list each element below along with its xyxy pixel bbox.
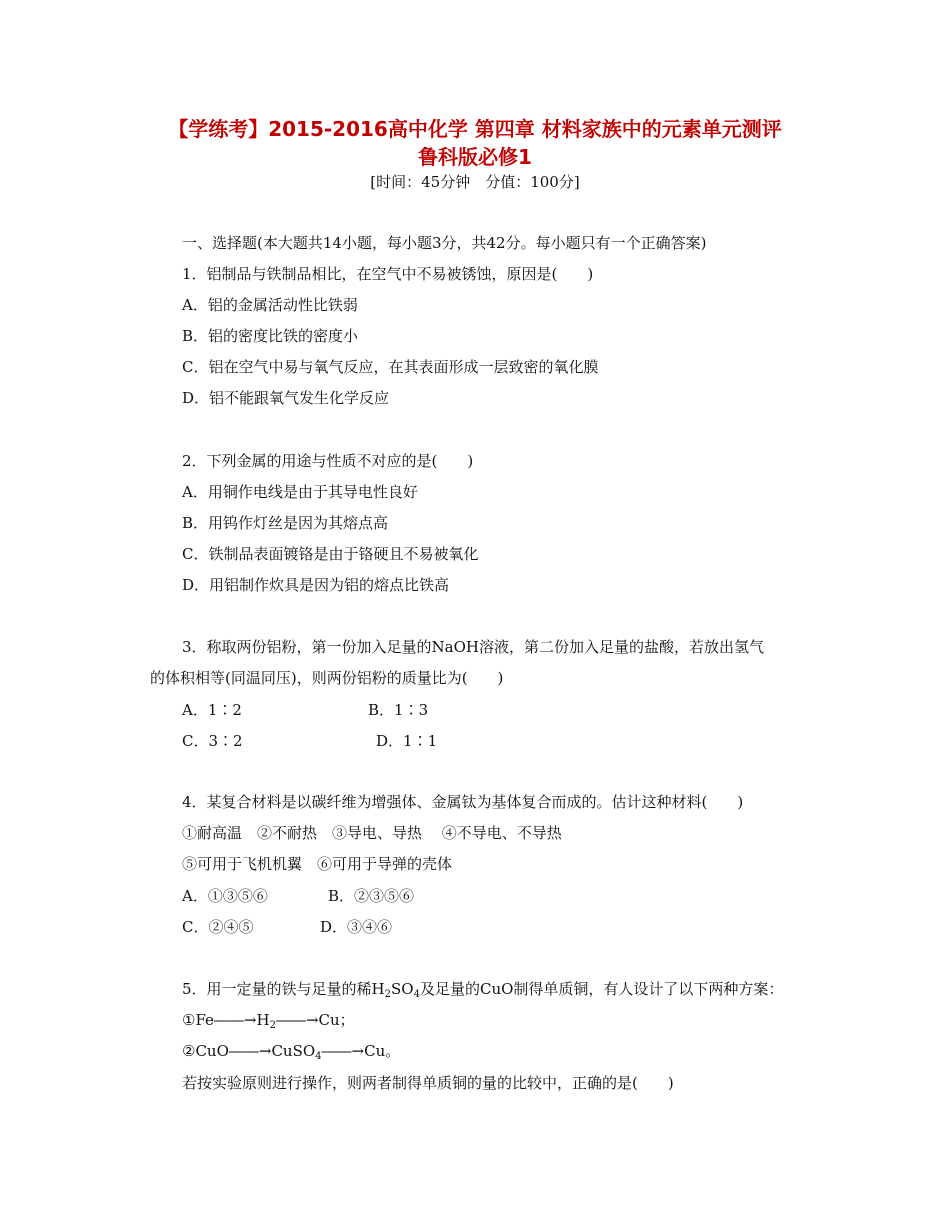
q3-option-c: C．3∶2	[182, 732, 243, 750]
q5-stem-post: 及足量的CuO制得单质铜，有人设计了以下两种方案：	[419, 980, 784, 998]
q2-option-c: C．铁制品表面镀铬是由于铬硬且不易被氧化	[182, 545, 479, 563]
document-title-line2: 鲁科版必修1	[418, 145, 532, 169]
q2-option-d: D．用铝制作炊具是因为铝的熔点比铁高	[182, 576, 450, 594]
q5-stem-pre: 5．用一定量的铁与足量的稀H	[182, 980, 385, 998]
q1-stem: 1．铝制品与铁制品相比，在空气中不易被锈蚀，原因是( )	[182, 265, 594, 283]
q5-scheme1-post: ――→Cu；	[275, 1011, 355, 1029]
q1-option-d: D．铝不能跟氧气发生化学反应	[182, 389, 390, 407]
q5-question: 若按实验原则进行操作，则两者制得单质铜的量的比较中，正确的是( )	[182, 1074, 674, 1092]
q4-option-c: C．②④⑤	[182, 918, 254, 936]
q1-option-b: B．铝的密度比铁的密度小	[182, 327, 359, 345]
q3-option-d: D．1∶1	[376, 732, 438, 750]
document-title-line1: 【学练考】2015-2016高中化学 第四章 材料家族中的元素单元测评	[168, 117, 782, 141]
q5-stem-mid: SO	[391, 980, 414, 998]
q3-option-b: B．1∶3	[368, 701, 429, 719]
q2-stem: 2．下列金属的用途与性质不对应的是( )	[182, 452, 474, 470]
section-heading: 一、选择题(本大题共14小题，每小题3分，共42分。每小题只有一个正确答案)	[182, 234, 707, 252]
q5-scheme2-sub: 4	[315, 1051, 322, 1062]
q5-scheme-2	[182, 1041, 400, 1067]
q2-option-a: A．用铜作电线是由于其导电性良好	[182, 483, 418, 501]
q5-scheme1-pre: ①Fe――→H	[182, 1011, 270, 1029]
q5-scheme2-post: ――→Cu。	[321, 1042, 401, 1060]
q5-scheme-1	[182, 1010, 355, 1036]
q5-stem	[182, 979, 783, 1005]
q3-stem-line2: 的体积相等(同温同压)，则两份铝粉的质量比为( )	[150, 669, 504, 687]
q3-stem-line1: 3．称取两份铝粉，第一份加入足量的NaOH溶液，第二份加入足量的盐酸，若放出氢气	[182, 638, 764, 656]
q4-option-d: D．③④⑥	[320, 918, 393, 936]
q4-statements-2: ⑤可用于飞机机翼 ⑥可用于导弹的壳体	[182, 855, 453, 873]
q2-option-b: B．用钨作灯丝是因为其熔点高	[182, 514, 389, 532]
q5-stem-sub2: 4	[413, 989, 420, 1000]
q5-scheme1-sub: 2	[269, 1020, 276, 1031]
q5-stem-sub1: 2	[384, 989, 392, 1000]
exam-meta: [时间：45分钟 分值：100分]	[370, 173, 580, 191]
q4-option-b: B．②③⑤⑥	[328, 887, 415, 905]
q1-option-c: C．铝在空气中易与氧气反应，在其表面形成一层致密的氧化膜	[182, 358, 599, 376]
q4-statements-1: ①耐高温 ②不耐热 ③导电、导热 ④不导电、不导热	[182, 824, 562, 842]
q4-option-a: A．①③⑤⑥	[182, 887, 268, 905]
q3-option-a: A．1∶2	[182, 701, 242, 719]
q1-option-a: A．铝的金属活动性比铁弱	[182, 296, 358, 314]
q5-scheme2-pre: ②CuO――→CuSO	[182, 1042, 316, 1060]
q4-stem: 4．某复合材料是以碳纤维为增强体、金属钛为基体复合而成的。估计这种材料( )	[182, 793, 744, 811]
